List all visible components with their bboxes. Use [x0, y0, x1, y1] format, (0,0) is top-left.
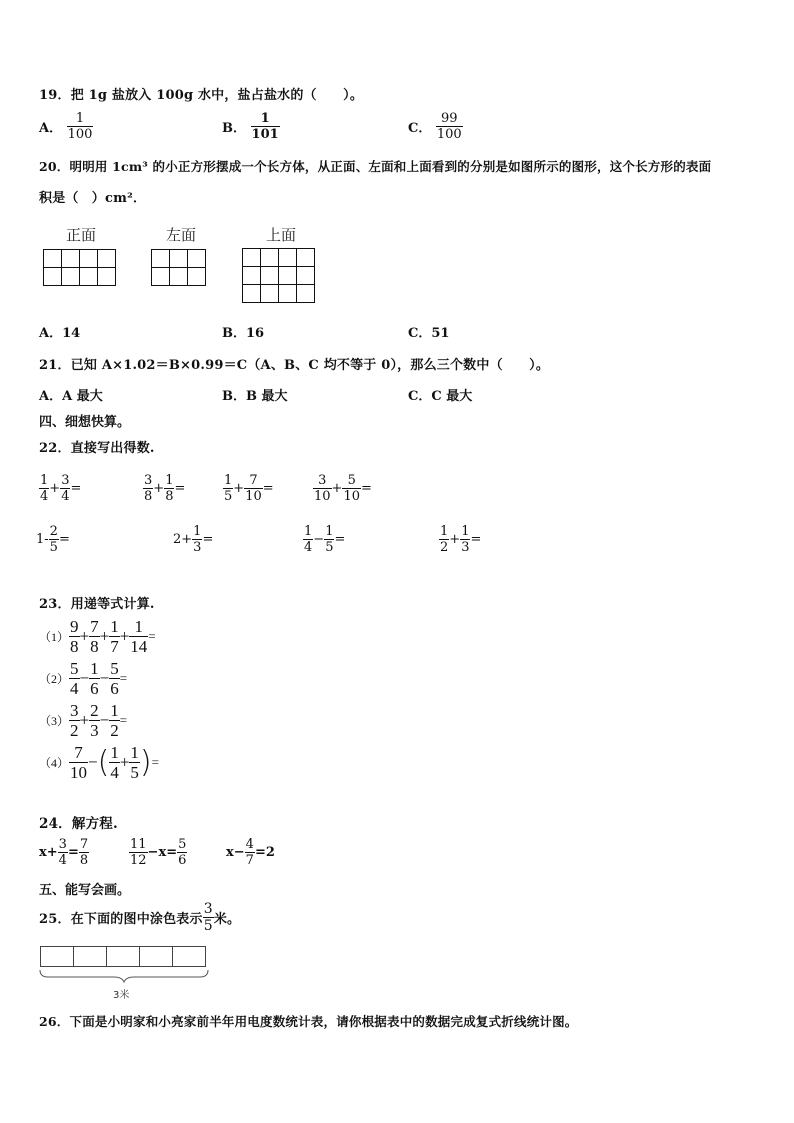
q24-equation-3: x− $\frac{4}{7}$ =2 [226, 837, 275, 868]
q22-expr-8: $\frac{1}{2}$ + $\frac{1}{3}$ = [440, 524, 482, 555]
q19-option-c[interactable]: C． $\frac{99}{100}$ [408, 111, 462, 142]
question-19: 19．把 1g 盐放入 100g 水中，盐占盐水的（ ）。 [39, 88, 364, 103]
front-view-grid [43, 249, 116, 286]
q24-equation-1: x+ $\frac{3}{4}$ = $\frac{7}{8}$ [39, 837, 89, 868]
question-23-title: 23．用递等式计算. [39, 597, 155, 612]
bar-cell[interactable] [41, 947, 74, 967]
question-26: 26．下面是小明家和小亮家前半年用电度数统计表，请你根据表中的数据完成复式折线统计图。 [39, 1014, 578, 1029]
q23-item-2: （2） $\frac{5}{4}$ − $\frac{1}{6}$ − $\frac{5}{6}$ = [39, 659, 128, 698]
section-5-title: 五、能写会画。 [39, 883, 131, 898]
top-view-grid [242, 248, 315, 303]
q22-expr-5: 1- $\frac{2}{5}$ = [36, 524, 70, 555]
bar-cell[interactable] [173, 947, 206, 967]
q20-option-b[interactable]: B．16 [222, 326, 265, 341]
question-20-line2: 积是（ ）cm²． [39, 191, 147, 206]
q21-option-c[interactable]: C．C 最大 [408, 389, 473, 404]
view-label-front: 正面 [66, 226, 97, 244]
bar-cell[interactable] [140, 947, 173, 967]
q22-expr-6: 2+ $\frac{1}{3}$ = [173, 524, 214, 555]
length-brace [38, 968, 210, 984]
q22-expr-4: $\frac{3}{10}$ + $\frac{5}{10}$ = [314, 473, 372, 504]
view-label-left: 左面 [166, 226, 197, 244]
q22-expr-1: $\frac{1}{4}$ + $\frac{3}{4}$ = [40, 473, 82, 504]
q24-equation-2: $\frac{11}{12}$ −x= $\frac{5}{6}$ [130, 837, 187, 868]
q23-item-1: （1） $\frac{9}{8}$ + $\frac{7}{8}$ + $\frac{1}{7}$ + $\frac{1}{14}$ = [39, 617, 156, 656]
q19-option-a[interactable]: A． $\frac{1}{100}$ [39, 111, 93, 142]
bar-cell[interactable] [74, 947, 107, 967]
question-22-title: 22．直接写出得数. [39, 441, 155, 456]
q22-expr-2: $\frac{3}{8}$ + $\frac{1}{8}$ = [144, 473, 186, 504]
question-24-title: 24．解方程. [39, 816, 118, 832]
q22-expr-3: $\frac{1}{5}$ + $\frac{7}{10}$ = [224, 473, 274, 504]
section-4-title: 四、细想快算。 [39, 415, 131, 430]
q19-option-b[interactable]: B． $\frac{1}{101}$ [222, 111, 279, 142]
q21-option-a[interactable]: A．A 最大 [39, 389, 103, 404]
q21-option-b[interactable]: B．B 最大 [222, 389, 288, 404]
shading-bar[interactable] [40, 946, 206, 967]
left-view-grid [151, 249, 206, 286]
question-20-line1: 20．明明用 1cm³ 的小正方形摆成一个长方体，从正面、左面和上面看到的分别是如图所示的图形，这个长方形的表面 [39, 159, 712, 174]
length-label: 3米 [113, 990, 130, 1001]
q23-item-4: （4） $\frac{7}{10}$ −( $\frac{1}{4}$ + $\frac{1}{5}$ )= [39, 743, 159, 782]
view-label-top: 上面 [266, 226, 297, 244]
q20-option-a[interactable]: A．14 [39, 326, 81, 341]
bar-cell[interactable] [107, 947, 140, 967]
question-25: 25．在下面的图中涂色表示 $\frac{3}{5}$ 米。 [39, 901, 241, 934]
q23-item-3: （3） $\frac{3}{2}$ + $\frac{2}{3}$ − $\frac{1}{2}$ = [39, 701, 128, 740]
q20-option-c[interactable]: C．51 [408, 326, 450, 341]
q22-expr-7: $\frac{1}{4}$ − $\frac{1}{5}$ = [304, 524, 346, 555]
question-21: 21．已知 A×1.02＝B×0.99＝C（A、B、C 均不等于 0），那么三个数中（ ）。 [39, 358, 550, 373]
